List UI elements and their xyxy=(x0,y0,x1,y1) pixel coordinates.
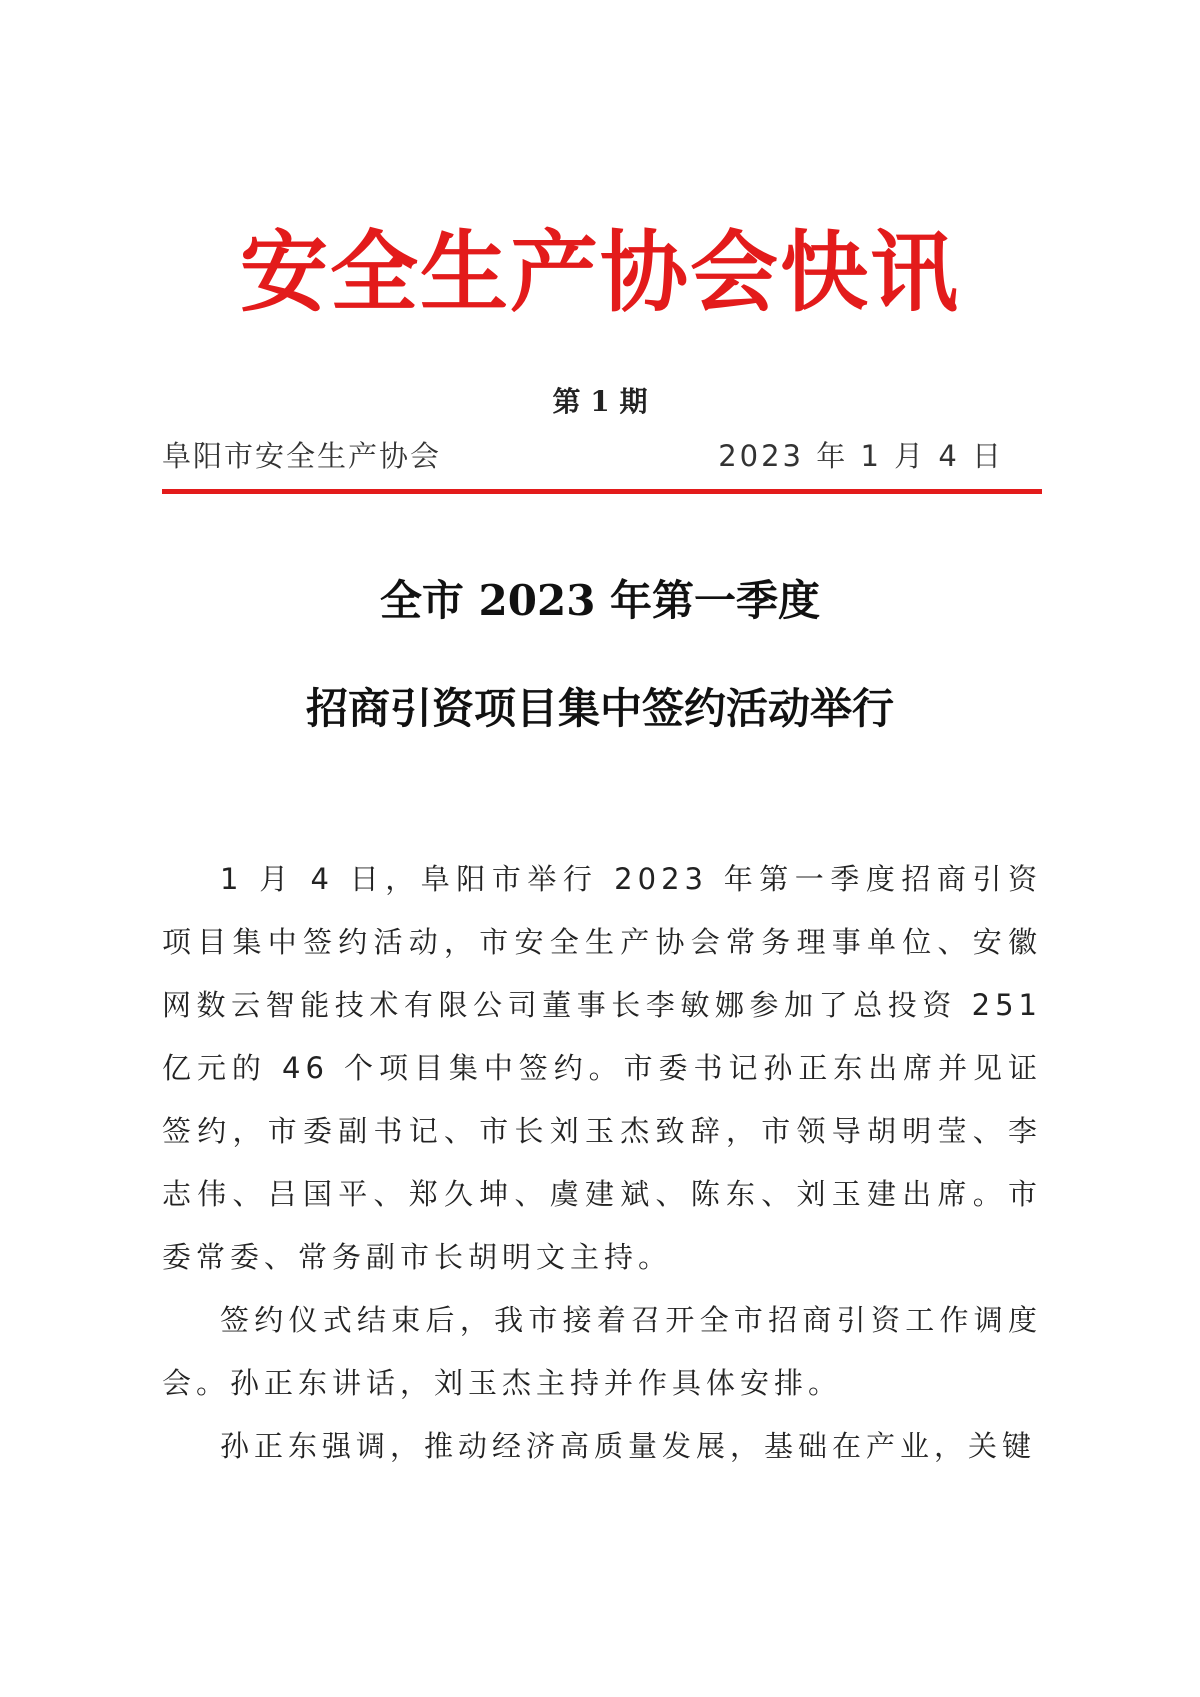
article-body xyxy=(162,848,1042,1478)
article-paragraph: 签约仪式结束后，我市接着召开全市招商引资工作调度会。孙正东讲话，刘玉杰主持并作具体安排。 xyxy=(162,1303,1042,1400)
article-paragraph: 孙正东强调，推动经济高质量发展，基础在产业，关键 xyxy=(220,1429,1037,1463)
header-divider xyxy=(162,489,1042,494)
article-headline-line2: 招商引资项目集中签约活动举行 xyxy=(305,684,894,733)
publish-date: 2023 年 1 月 4 日 xyxy=(718,439,1004,473)
masthead-title: 安全生产协会快讯 xyxy=(239,220,960,324)
issuer-name: 阜阳市安全生产协会 xyxy=(162,439,442,473)
article-paragraph: 1 月 4 日，阜阳市举行 2023 年第一季度招商引资项目集中签约活动，市安全生产协会常务理事单位、安徽网数云智能技术有限公司董事长李敏娜参加了总投资 251 亿元的 46 个项目集中签约。市委书记孙正东出席并见证签约，市委副书记、市长刘玉杰致辞，市领导胡明莹、李志伟、吕国平、郑久坤、虞建斌、陈东、刘玉建出席。市委常委、常务副市长胡明文主持。 xyxy=(162,862,1042,1274)
issue-number: 第 1 期 xyxy=(552,385,648,418)
article-headline-line1: 全市 2023 年第一季度 xyxy=(379,576,821,625)
